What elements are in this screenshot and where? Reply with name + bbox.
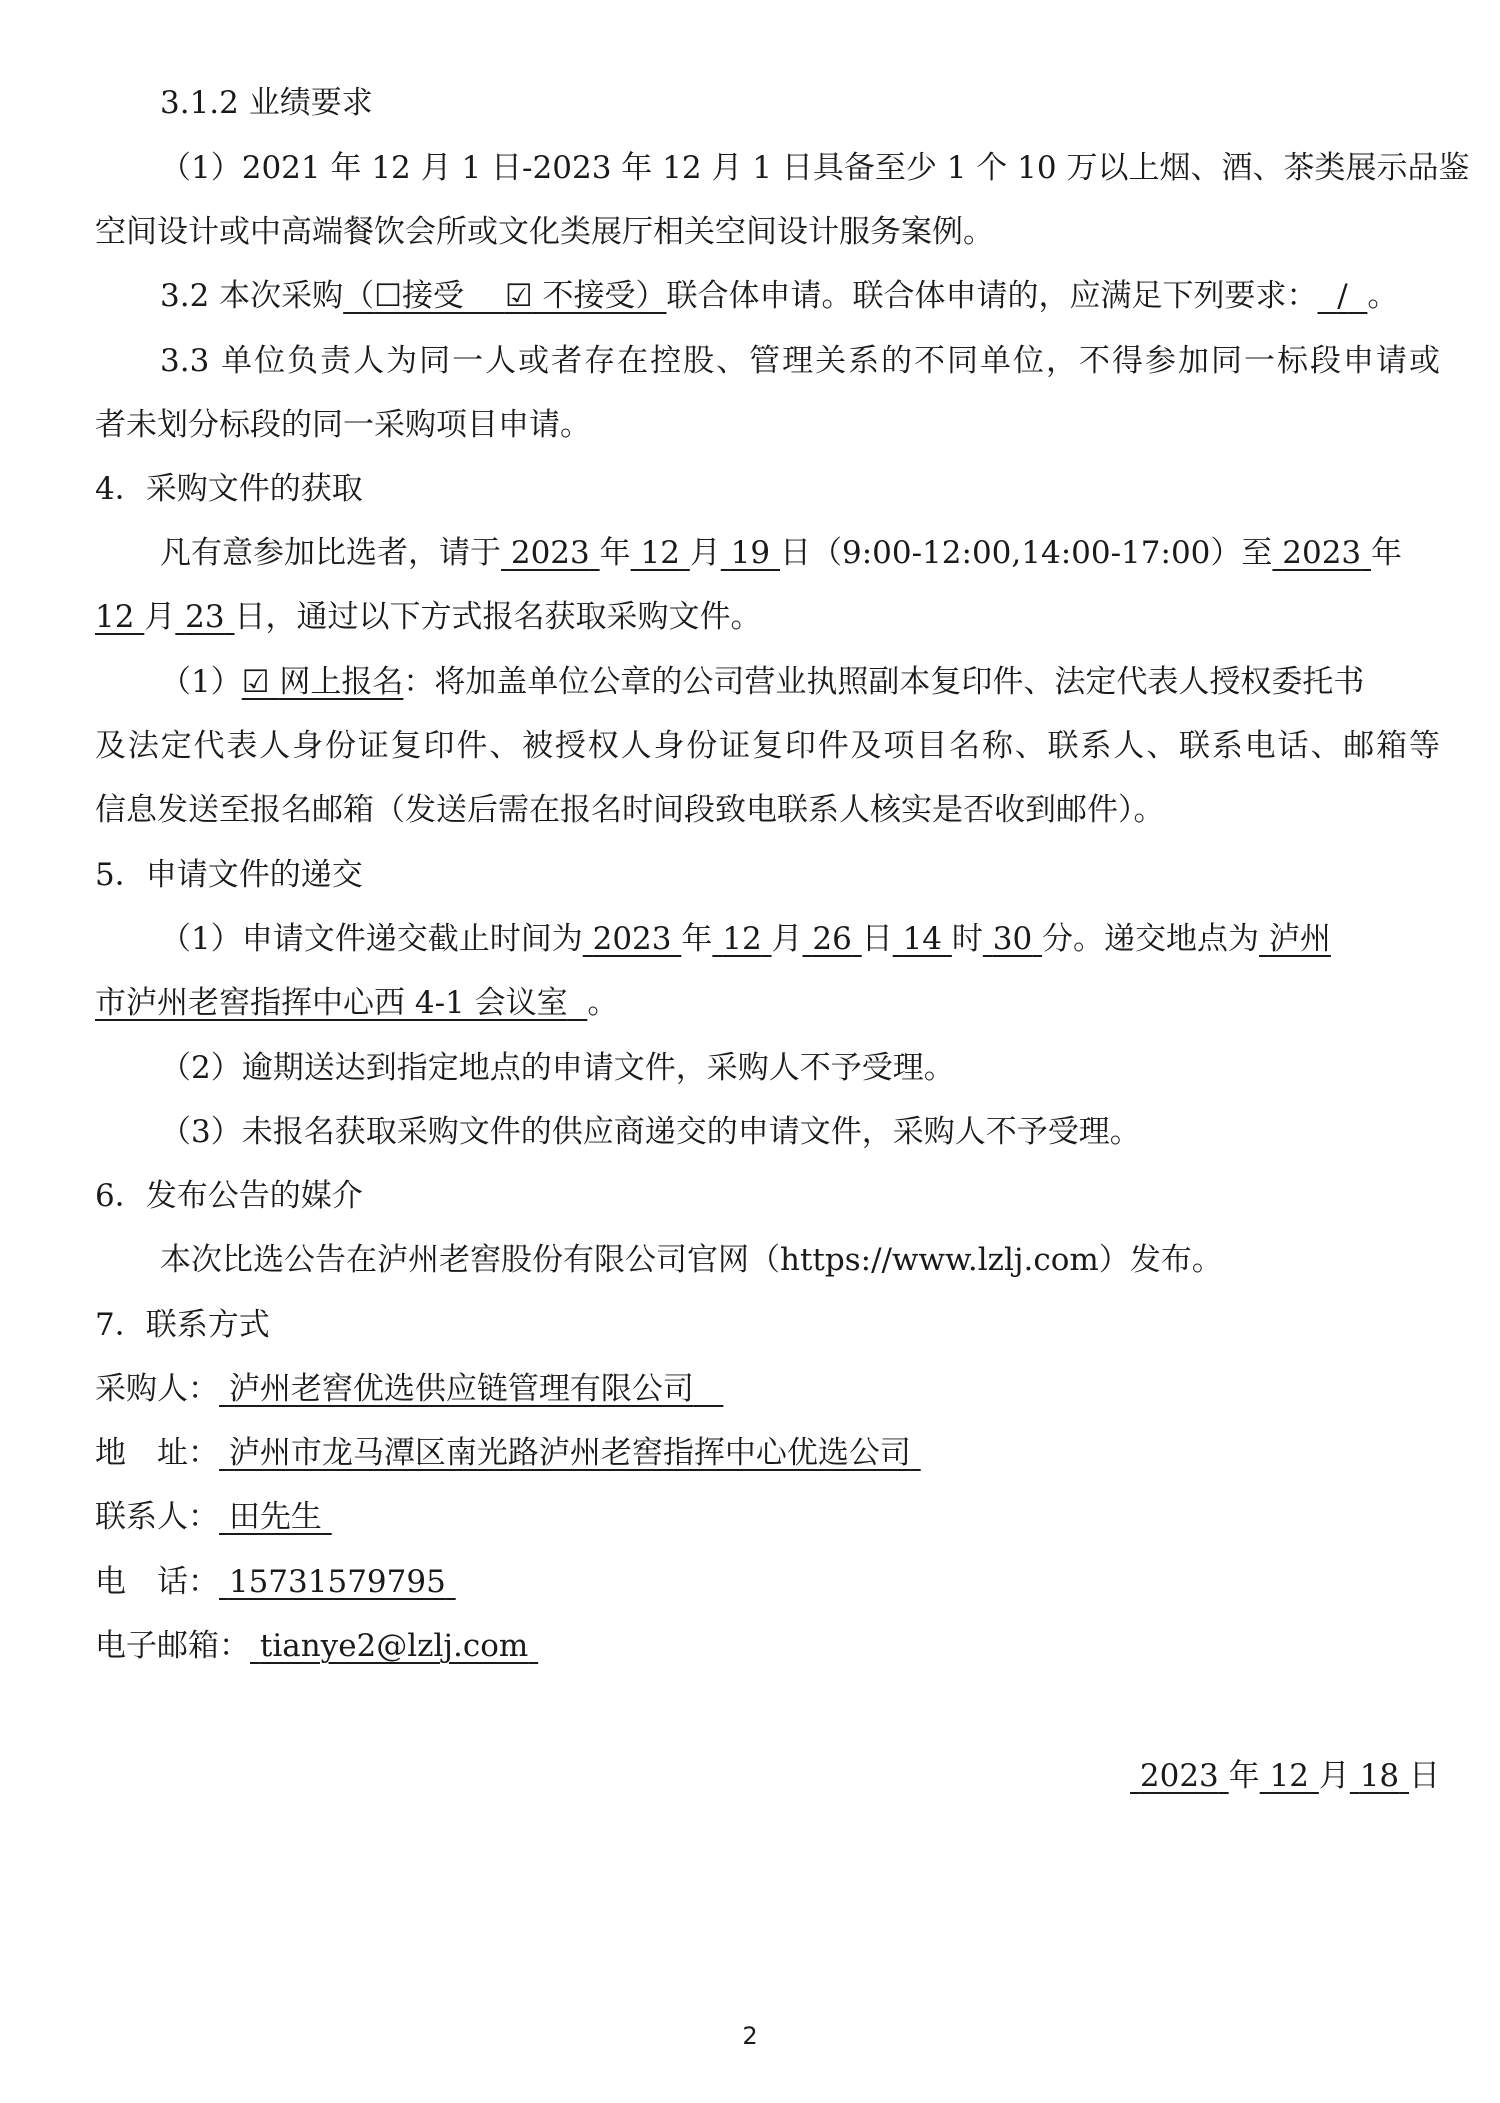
deadline-hour	[893, 921, 952, 957]
end-day	[175, 599, 234, 635]
online-item-number: （1）	[160, 664, 242, 700]
month-label: 月	[771, 921, 803, 957]
section-3-3-line-1: 3.3 单位负责人为同一人或者存在控股、管理关系的不同单位，不得参加同一标段申请或	[160, 343, 1440, 379]
document-date	[1130, 1756, 1440, 1796]
reject-option-label: 不接受	[542, 278, 636, 314]
deadline-month-value: 12	[722, 921, 762, 957]
reject-checkbox-icon: ☑	[504, 278, 533, 314]
start-day	[721, 535, 780, 571]
deadline-minute	[983, 921, 1042, 957]
date-day-value: 18	[1359, 1758, 1400, 1794]
person-value	[219, 1499, 332, 1535]
section-3-2-end: 。	[1367, 278, 1399, 314]
end-year	[1272, 535, 1371, 571]
contact-address	[95, 1433, 1440, 1473]
online-registration-label	[242, 664, 404, 700]
start-month-value: 12	[640, 535, 680, 571]
date-month-value: 12	[1269, 1758, 1309, 1794]
date-year-value: 2023	[1139, 1758, 1219, 1794]
start-day-value: 19	[730, 535, 771, 571]
page-number: 2	[742, 2022, 758, 2050]
date-month-label: 月	[1318, 1758, 1350, 1794]
day-label: 日	[779, 535, 811, 571]
section-3-2	[160, 276, 1440, 316]
submission-place-line	[95, 983, 1440, 1023]
place-end: 。	[587, 985, 619, 1021]
end-day-value: 23	[185, 599, 225, 635]
submission-item-3: （3）未报名获取采购文件的供应商递交的申请文件，采购人不予受理。	[160, 1114, 1141, 1150]
performance-line-2: 空间设计或中高端餐饮会所或文化类展厅相关空间设计服务案例。	[95, 214, 994, 250]
person-label: 联系人：	[95, 1499, 219, 1535]
section-4-registration-period-cont	[95, 597, 1440, 637]
online-checkbox-icon: ☑	[241, 664, 270, 700]
submission-place-1	[1259, 921, 1331, 957]
start-year	[501, 535, 600, 571]
contact-email	[95, 1626, 1440, 1666]
person-text: 田先生	[228, 1499, 322, 1535]
contact-person	[95, 1497, 1440, 1537]
consortium-requirement-text: 联合体申请。联合体申请的，应满足下列要求：	[666, 278, 1318, 314]
address-value	[219, 1435, 921, 1471]
address-text: 泸州市龙马潭区南光路泸州老窖指挥中心优选公司	[228, 1435, 911, 1471]
buyer-label: 采购人：	[95, 1371, 219, 1407]
accept-option-label: 接受	[401, 278, 464, 314]
place-1-value: 泸州	[1268, 921, 1331, 957]
email-label: 电子邮箱：	[95, 1628, 250, 1664]
section-3-1-2-title: 3.1.2 业绩要求	[160, 85, 373, 121]
online-registration-line-1	[160, 662, 1440, 702]
year-label: 年	[599, 535, 631, 571]
month-label: 月	[689, 535, 721, 571]
deadline-minute-value: 30	[992, 921, 1033, 957]
submission-deadline-line	[160, 919, 1440, 959]
start-year-value: 2023	[510, 535, 590, 571]
buyer-text: 泸州老窖优选供应链管理有限公司	[228, 1371, 694, 1407]
heading-6: 6．发布公告的媒介	[95, 1178, 363, 1214]
buyer-value	[219, 1371, 723, 1407]
submission-place-2	[95, 985, 587, 1021]
submission-item-2: （2）逾期送达到指定地点的申请文件，采购人不予受理。	[160, 1050, 955, 1086]
email-text: tianye2@lzlj.com	[259, 1628, 529, 1664]
accept-checkbox-icon: ☐	[374, 278, 402, 314]
registration-hours: （9:00-12:00,14:00-17:00）至	[810, 535, 1273, 571]
email-value	[250, 1628, 538, 1664]
phone-text: 15731579795	[228, 1564, 446, 1600]
year-label: 年	[681, 921, 713, 957]
registration-postfix: 日，通过以下方式报名获取采购文件。	[234, 599, 762, 635]
deadline-year	[583, 921, 682, 957]
hour-label: 时	[951, 921, 983, 957]
consortium-options: （☐接受 ☑ 不接受）	[343, 278, 667, 314]
date-day	[1350, 1758, 1409, 1794]
heading-5: 5．申请文件的递交	[95, 857, 363, 893]
phone-label: 电 话：	[95, 1564, 219, 1600]
requirement-slash: /	[1337, 278, 1348, 314]
contact-buyer	[95, 1369, 1440, 1409]
deadline-prefix: （1）申请文件递交截止时间为	[160, 921, 583, 957]
place-prefix: 分。递交地点为	[1042, 921, 1260, 957]
date-day-label: 日	[1409, 1758, 1440, 1794]
contact-phone	[95, 1562, 1440, 1602]
heading-7: 7．联系方式	[95, 1307, 270, 1343]
section-3-2-prefix: 3.2 本次采购	[160, 278, 344, 314]
online-registration-line-2: 及法定代表人身份证复印件、被授权人身份证复印件及项目名称、联系人、联系电话、邮箱等	[95, 728, 1440, 764]
date-year	[1130, 1758, 1229, 1794]
performance-line-1: （1）2021 年 12 月 1 日-2023 年 12 月 1 日具备至少 1 个 10 万以上烟、酒、茶类展示品鉴	[160, 150, 1470, 186]
heading-4: 4．采购文件的获取	[95, 471, 363, 507]
year-label: 年	[1371, 535, 1403, 571]
start-month	[631, 535, 690, 571]
place-2-value: 市泸州老窖指挥中心西 4-1 会议室	[95, 985, 568, 1021]
deadline-year-value: 2023	[592, 921, 672, 957]
consortium-requirement-value	[1317, 278, 1367, 314]
online-registration-line-3: 信息发送至报名邮箱（发送后需在报名时间段致电联系人核实是否收到邮件）。	[95, 792, 1165, 828]
online-label-text: 网上报名	[279, 664, 404, 700]
online-registration-text: ：将加盖单位公章的公司营业执照副本复印件、法定代表人授权委托书	[403, 664, 1365, 700]
end-month	[95, 599, 144, 635]
end-month-value: 12	[95, 599, 135, 635]
deadline-hour-value: 14	[902, 921, 943, 957]
month-label: 月	[144, 599, 176, 635]
end-year-value: 2023	[1282, 535, 1362, 571]
deadline-day	[803, 921, 862, 957]
publication-media-text: 本次比选公告在泸州老窖股份有限公司官网（https://www.lzlj.com）发布。	[160, 1242, 1223, 1278]
deadline-day-value: 26	[812, 921, 852, 957]
registration-prefix: 凡有意参加比选者，请于	[160, 535, 501, 571]
section-3-3-line-2: 者未划分标段的同一采购项目申请。	[95, 407, 591, 443]
day-label: 日	[861, 921, 893, 957]
phone-value	[219, 1564, 456, 1600]
date-month	[1260, 1758, 1319, 1794]
address-label: 地 址：	[95, 1435, 219, 1471]
deadline-month	[712, 921, 771, 957]
section-4-registration-period	[160, 533, 1440, 573]
date-year-label: 年	[1228, 1758, 1260, 1794]
